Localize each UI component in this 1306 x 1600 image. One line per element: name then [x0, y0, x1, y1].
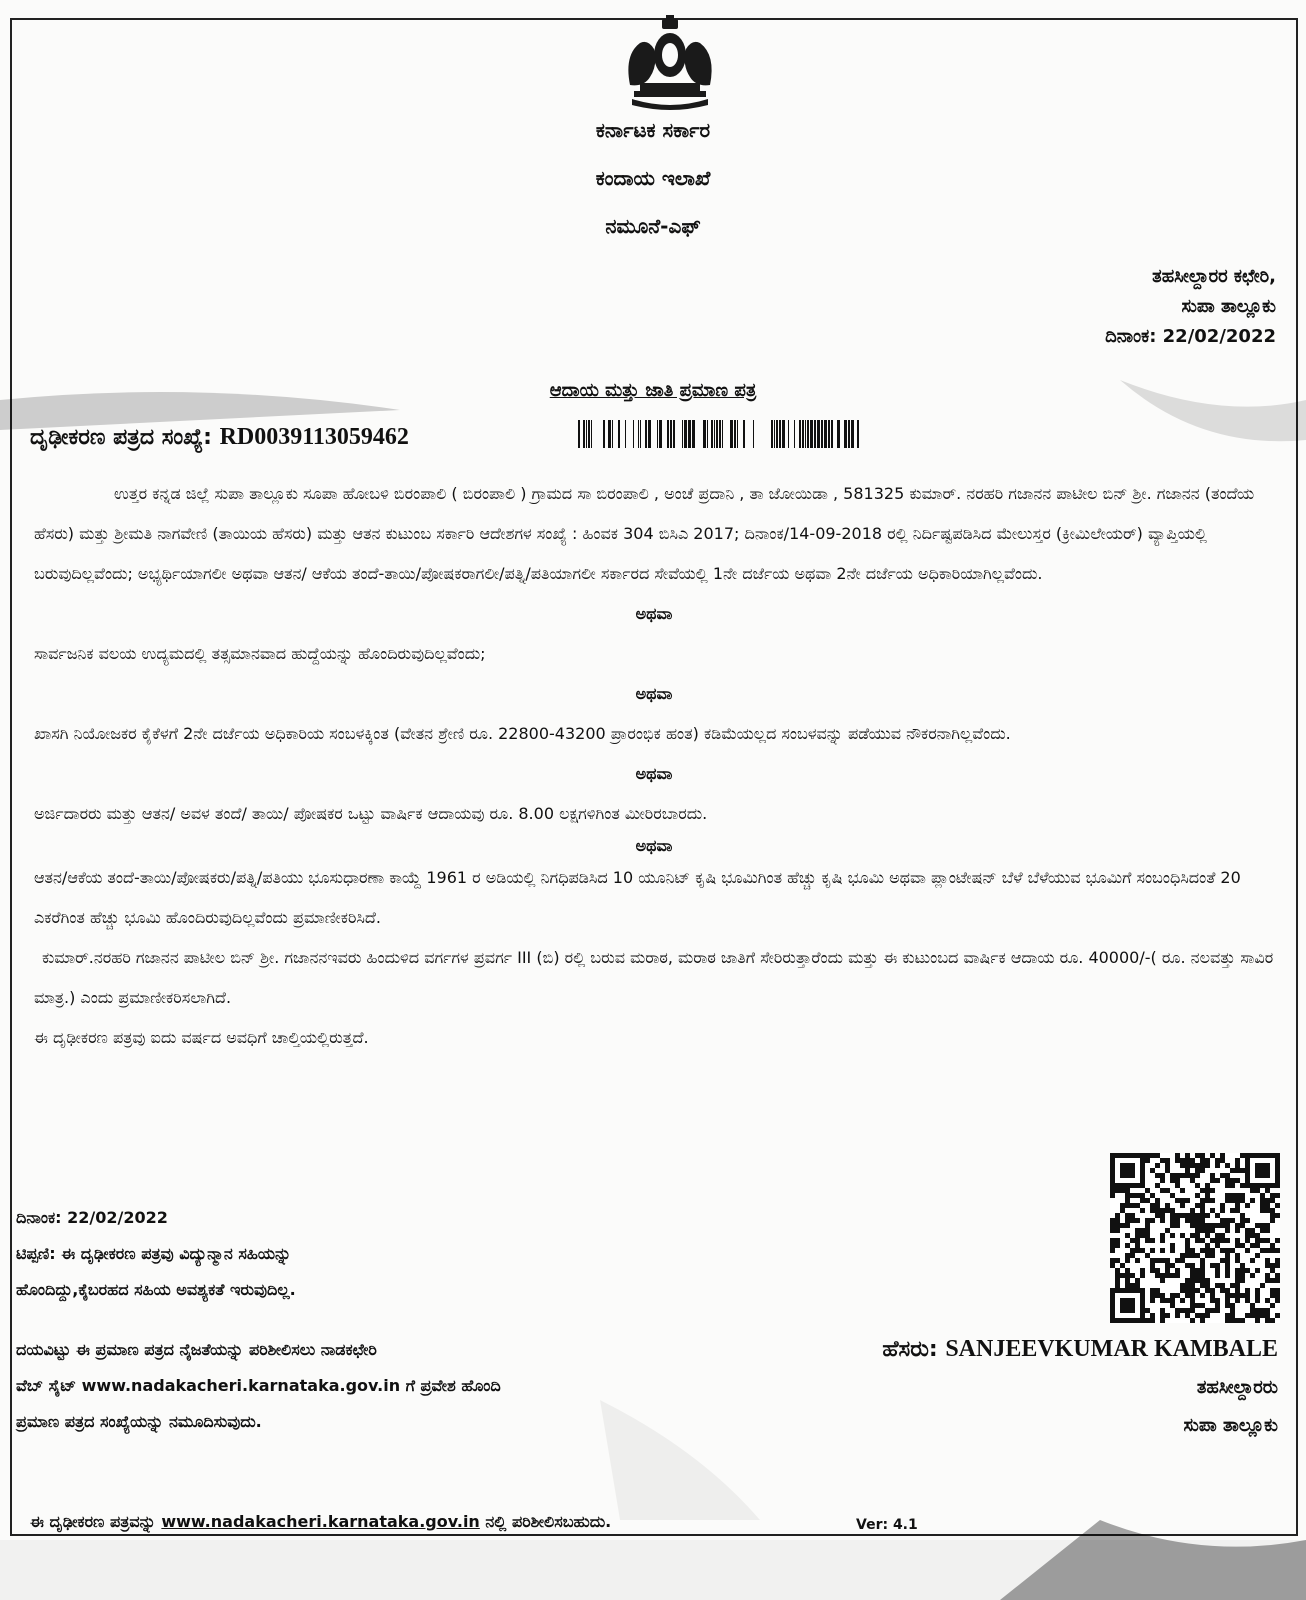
footer-line	[30, 1512, 611, 1532]
footer-text-before: ಈ ದೃಢೀಕರಣ ಪತ್ರವನ್ನು	[30, 1512, 156, 1531]
certificate-number-line	[30, 424, 409, 451]
esign-note-1: ಟಿಪ್ಪಣಿ: ಈ ದೃಢೀಕರಣ ಪತ್ರವು ವಿದ್ಯುನ್ಮಾನ ಸಹಿಯನ್ನು	[16, 1244, 292, 1263]
signatory-block	[882, 1330, 1278, 1445]
footer-url-link[interactable]: www.nadakacheri.karnataka.gov.in	[161, 1512, 480, 1531]
certificate-number: RD0039113059462	[219, 424, 409, 450]
body-para-7: ಈ ದೃಢೀಕರಣ ಪತ್ರವು ಐದು ವರ್ಷದ ಅವಧಿಗೆ ಚಾಲ್ತಿಯಲ್ಲಿರುತ್ತದೆ.	[34, 1028, 369, 1047]
or-separator: ಅಥವಾ	[635, 604, 673, 623]
office-taluk: ಸುಪಾ ತಾಲ್ಲೂಕು	[1181, 296, 1276, 317]
form-title: ನಮೂನೆ-ಎಫ್	[605, 214, 701, 238]
signatory-name: SANJEEVKUMAR KAMBALE	[945, 1336, 1278, 1362]
esign-note-2: ಹೊಂದಿದ್ದು,ಕೈಬರಹದ ಸಹಿಯ ಅವಶ್ಯಕತೆ ಇರುವುದಿಲ್ಲ.	[16, 1280, 296, 1299]
signatory-designation: ತಹಸೀಲ್ದಾರರು	[1196, 1377, 1278, 1398]
body-para-1: ಉತ್ತರ ಕನ್ನಡ ಜಿಲ್ಲೆ ಸುಪಾ ತಾಲ್ಲೂಕು ಸೂಪಾ ಹೋಬಳಿ ಬಿರಂಪಾಲಿ ( ಬಿರಂಪಾಲಿ ) ಗ್ರಾಮದ ಸಾ ಬಿರಂಪಾಲಿ , ಅಂಚೆ ಪ್ರದಾನಿ , ತಾ ಜೋಯಿಡಾ , 581325 ಕುಮಾರ್. ನರಹರಿ ಗಜಾನನ ಪಾಟೀಲ ಬಿನ್ ಶ್ರೀ. ಗಜಾನನ (ತಂದೆಯ ಹೆಸರು) ಮತ್ತು ಶ್ರೀಮತಿ ನಾಗವೇಣಿ (ತಾಯಿಯ ಹೆಸರು) ಮತ್ತು ಆತನ ಕುಟುಂಬ ಸರ್ಕಾರಿ ಆದೇಶಗಳ ಸಂಖ್ಯೆ : ಹಿಂವಕ 304 ಬಿಸಿಎ 2017; ದಿನಾಂಕ/14-09-2018 ರಲ್ಲಿ ನಿರ್ದಿಷ್ಟಪಡಿಸಿದ ಮೇಲುಸ್ತರ (ಕ್ರೀಮಿಲೇಯರ್) ವ್ಯಾಪ್ತಿಯಲ್ಲಿ ಬರುವುದಿಲ್ಲವೆಂದು; ಅಭ್ಯರ್ಥಿಯಾಗಲೀ ಅಥವಾ ಆತನ/ ಆಕೆಯ ತಂದೆ-ತಾಯಿ/ಪೋಷಕರಾಗಲೀ/ಪತ್ನಿ/ಪತಿಯಾಗಲೀ ಸರ್ಕಾರದ ಸೇವೆಯಲ್ಲಿ 1ನೇ ದರ್ಜೆಯ ಅಥವಾ 2ನೇ ದರ್ಜೆಯ ಅಧಿಕಾರಿಯಾಗಿಲ್ಲವೆಂದು.	[34, 484, 1255, 583]
qr-code-icon	[1110, 1152, 1280, 1324]
department-title: ಕಂದಾಯ ಇಲಾಖೆ	[595, 166, 711, 190]
body-para-2: ಸಾರ್ವಜನಿಕ ವಲಯ ಉದ್ಯಮದಲ್ಲಿ ತತ್ಸಮಾನವಾದ ಹುದ್ದೆಯನ್ನು ಹೊಂದಿರುವುದಿಲ್ಲವೆಂದು;	[34, 644, 486, 663]
issue-date: ದಿನಾಂಕ: 22/02/2022	[16, 1208, 168, 1227]
or-separator: ಅಥವಾ	[635, 684, 673, 703]
signatory-taluk: ಸುಪಾ ತಾಲ್ಲೂಕು	[1183, 1415, 1278, 1436]
verification-note	[16, 1332, 576, 1440]
verify-line-3: ಪ್ರಮಾಣ ಪತ್ರದ ಸಂಖ್ಯೆಯನ್ನು ನಮೂದಿಸುವುದು.	[16, 1412, 262, 1431]
issue-note-block	[16, 1200, 296, 1308]
office-block	[1105, 262, 1276, 352]
govt-title: ಕರ್ನಾಟಕ ಸರ್ಕಾರ	[595, 118, 711, 142]
or-separator: ಅಥವಾ	[635, 764, 673, 783]
office-name: ತಹಸೀಲ್ದಾರರ ಕಛೇರಿ,	[1152, 266, 1276, 287]
version-label: Ver: 4.1	[856, 1517, 918, 1533]
body-para-3: ಖಾಸಗಿ ನಿಯೋಜಕರ ಕೈಕೆಳಗೆ 2ನೇ ದರ್ಜೆಯ ಅಧಿಕಾರಿಯ ಸಂಬಳಕ್ಕಿಂತ (ವೇತನ ಶ್ರೇಣಿ ರೂ. 22800-43200 ಪ್ರಾರಂಭಿಕ ಹಂತ) ಕಡಿಮೆಯಲ್ಲದ ಸಂಬಳವನ್ನು ಪಡೆಯುವ ನೌಕರನಾಗಿಲ್ಲವೆಂದು.	[34, 724, 1011, 743]
body-para-5: ಆತನ/ಆಕೆಯ ತಂದೆ-ತಾಯಿ/ಪೋಷಕರು/ಪತ್ನಿ/ಪತಿಯು ಭೂಸುಧಾರಣಾ ಕಾಯ್ದೆ 1961 ರ ಅಡಿಯಲ್ಲಿ ನಿಗಧಿಪಡಿಸಿದ 10 ಯೂನಿಟ್ ಕೃಷಿ ಭೂಮಿಗಿಂತ ಹೆಚ್ಚು ಕೃಷಿ ಭೂಮಿ ಅಥವಾ ಪ್ಲಾಂಟೇಷನ್ ಬೆಳೆ ಬೆಳೆಯುವ ಭೂಮಿಗೆ ಸಂಬಂಧಿಸಿದಂತೆ 20 ಎಕರೆಗಿಂತ ಹೆಚ್ಚು ಭೂಮಿ ಹೊಂದಿರುವುದಿಲ್ಲವೆಂದು ಪ್ರಮಾಣೀಕರಿಸಿದೆ.	[34, 868, 1241, 927]
signatory-name-label: ಹೆಸರು:	[882, 1337, 938, 1362]
certificate-title: ಆದಾಯ ಮತ್ತು ಜಾತಿ ಪ್ರಮಾಣ ಪತ್ರ	[549, 380, 757, 401]
body-para-6: ಕುಮಾರ್.ನರಹರಿ ಗಜಾನನ ಪಾಟೀಲ ಬಿನ್ ಶ್ರೀ. ಗಜಾನನಇವರು ಹಿಂದುಳಿದ ವರ್ಗಗಳ ಪ್ರವರ್ಗ III (ಬಿ) ರಲ್ಲಿ ಬರುವ ಮರಾಠ, ಮರಾಠ ಜಾತಿಗೆ ಸೇರಿರುತ್ತಾರೆಂದು ಮತ್ತು ಈ ಕುಟುಂಬದ ವಾರ್ಷಿಕ ಆದಾಯ ರೂ. 40000/-( ರೂ. ನಲವತ್ತು ಸಾವಿರ ಮಾತ್ರ.) ಎಂದು ಪ್ರಮಾಣೀಕರಿಸಲಾಗಿದೆ.	[34, 948, 1274, 1007]
state-emblem-icon	[610, 15, 730, 115]
verify-line-2: ವೆಬ್ ಸೈಟ್ www.nadakacheri.karnataka.gov.in ಗೆ ಪ್ರವೇಶ ಹೊಂದಿ	[16, 1376, 501, 1395]
certificate-body	[34, 474, 1274, 1058]
or-separator: ಅಥವಾ	[635, 836, 673, 855]
barcode-icon	[578, 420, 860, 456]
body-para-4: ಅರ್ಜಿದಾರರು ಮತ್ತು ಆತನ/ ಅವಳ ತಂದೆ/ ತಾಯಿ/ ಪೋಷಕರ ಒಟ್ಟು ವಾರ್ಷಿಕ ಆದಾಯವು ರೂ. 8.00 ಲಕ್ಷಗಳಿಗಿಂತ ಮೀರಿರಬಾರದು.	[34, 804, 708, 823]
office-date: ದಿನಾಂಕ: 22/02/2022	[1105, 326, 1276, 347]
footer-text-after: ನಲ್ಲಿ ಪರಿಶೀಲಿಸಬಹುದು.	[485, 1512, 612, 1531]
verify-line-1: ದಯವಿಟ್ಟು ಈ ಪ್ರಮಾಣ ಪತ್ರದ ನೈಜತೆಯನ್ನು ಪರಿಶೀಲಿಸಲು ನಾಡಕಛೇರಿ	[16, 1340, 377, 1359]
certificate-number-label: ದೃಢೀಕರಣ ಪತ್ರದ ಸಂಖ್ಯೆ:	[30, 425, 212, 450]
